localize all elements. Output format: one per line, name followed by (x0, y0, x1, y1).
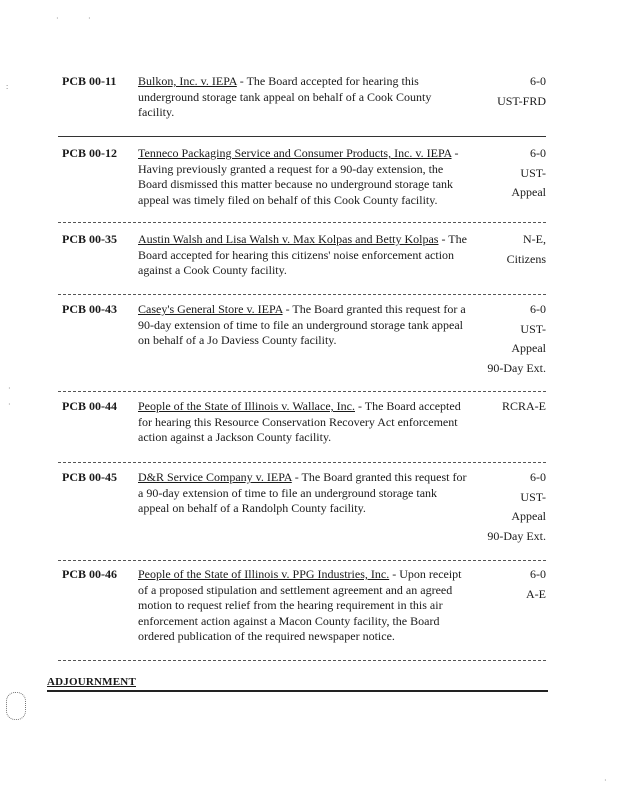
vote-info (466, 567, 546, 606)
scan-speck: · (88, 14, 91, 23)
vote-line: UST- (520, 489, 546, 504)
case-title: People of the State of Illinois v. Wallace, Inc. (138, 399, 355, 413)
case-description (138, 470, 468, 517)
case-entry (62, 567, 546, 647)
vote-line: Appeal (511, 341, 546, 355)
case-summary: - The Board granted this request for a 90-day extension of time to file an underground storage tank appeal on behalf of a Randolph County facility. (138, 470, 467, 515)
case-description (138, 74, 468, 121)
case-entry (62, 399, 546, 447)
vote-line: Appeal (511, 185, 546, 199)
case-description (138, 399, 468, 446)
case-number: PCB 00-43 (62, 302, 117, 316)
stamp-mark (6, 692, 26, 720)
vote-line: 6-0 (530, 470, 546, 484)
case-title: Casey's General Store v. IEPA (138, 302, 283, 316)
case-description (138, 302, 468, 349)
vote-line: 90-Day Ext. (487, 360, 546, 375)
vote-line: Citizens (506, 251, 546, 266)
case-summary: - Upon receipt of a proposed stipulation and settlement agreement and an agreed motion to request relief from the hearing requirement in this air enforcement action against a Macon County facility, the Board ordered publication of the required newspaper notice. (138, 567, 462, 643)
case-summary: - Having previously granted a request for a 90-day extension, the Board dismissed this matter because no underground storage tank appeal was timely filed on behalf of this Cook County facility. (138, 146, 459, 207)
scan-speck: : (6, 82, 9, 91)
vote-line: UST-FRD (497, 93, 546, 108)
section-rule (47, 690, 548, 692)
scan-speck: · (604, 776, 607, 785)
divider (58, 560, 546, 561)
divider (58, 391, 546, 392)
divider (58, 136, 546, 137)
divider (58, 222, 546, 223)
vote-info (466, 470, 546, 548)
vote-line: 6-0 (530, 567, 546, 581)
case-summary: - The Board accepted for hearing this underground storage tank appeal on behalf of a Cook County facility. (138, 74, 432, 119)
section-heading: ADJOURNMENT (47, 676, 136, 688)
vote-line: 90-Day Ext. (487, 528, 546, 543)
case-entry (62, 232, 546, 280)
vote-info (466, 74, 546, 113)
case-description (138, 567, 468, 645)
vote-line: 6-0 (530, 74, 546, 88)
scan-speck: · (8, 384, 11, 393)
case-title: Bulkon, Inc. v. IEPA (138, 74, 237, 88)
vote-info (466, 232, 546, 271)
divider (58, 660, 546, 661)
vote-line: RCRA-E (501, 399, 546, 413)
case-number: PCB 00-12 (62, 146, 117, 160)
vote-info (466, 399, 546, 419)
divider (58, 462, 546, 463)
case-number: PCB 00-45 (62, 470, 117, 484)
vote-line: UST- (520, 321, 546, 336)
vote-info (466, 302, 546, 380)
case-number: PCB 00-46 (62, 567, 117, 581)
vote-line: 6-0 (530, 146, 546, 160)
case-entry (62, 302, 546, 378)
case-title: D&R Service Company v. IEPA (138, 470, 292, 484)
vote-line: UST- (520, 165, 546, 180)
case-summary: - The Board granted this request for a 90-day extension of time to file an underground storage tank appeal on behalf of a Jo Daviess County facility. (138, 302, 466, 347)
case-description (138, 146, 468, 208)
vote-line: N-E, (523, 232, 546, 246)
scan-speck: · (56, 14, 59, 23)
vote-line: A-E (526, 586, 546, 601)
case-summary: - The Board accepted for hearing this citizens' noise enforcement action against a Cook County facility. (138, 232, 467, 277)
case-entry (62, 470, 546, 546)
divider (58, 294, 546, 295)
case-entry (62, 146, 546, 208)
case-description (138, 232, 468, 279)
case-entry (62, 74, 546, 122)
vote-line: Appeal (511, 509, 546, 523)
case-title: People of the State of Illinois v. PPG Industries, Inc. (138, 567, 390, 581)
case-number: PCB 00-44 (62, 399, 117, 413)
case-summary: - The Board accepted for hearing this Resource Conservation Recovery Act enforcement action against a Jackson County facility. (138, 399, 461, 444)
vote-line: 6-0 (530, 302, 546, 316)
case-title: Tenneco Packaging Service and Consumer Products, Inc. v. IEPA (138, 146, 452, 160)
case-title: Austin Walsh and Lisa Walsh v. Max Kolpas and Betty Kolpas (138, 232, 439, 246)
scan-speck: · (8, 400, 11, 409)
vote-info (466, 146, 546, 205)
case-number: PCB 00-11 (62, 74, 117, 88)
case-number: PCB 00-35 (62, 232, 117, 246)
